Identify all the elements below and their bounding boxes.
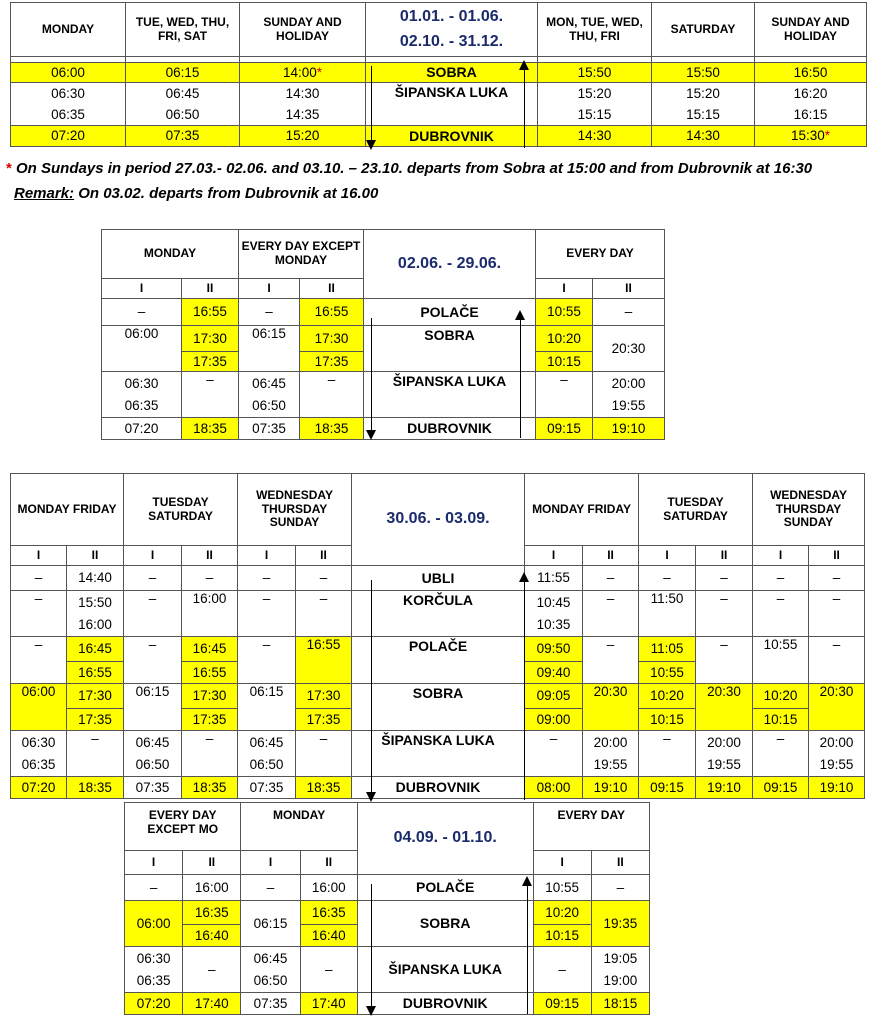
empty-cell: – [583, 637, 639, 684]
time-cell: 09:15 [753, 777, 809, 799]
time-cell: 17:35 [300, 352, 364, 372]
time-cell: 20:00 [583, 731, 639, 755]
departure-label: II [696, 546, 753, 566]
column-header: MONDAY [102, 230, 239, 279]
empty-cell: – [593, 299, 665, 326]
empty-cell: – [11, 566, 67, 591]
arrow-up-icon [524, 574, 525, 800]
time-cell: 16:00 [182, 591, 238, 637]
time-cell: 19:00 [591, 971, 649, 993]
table-row [11, 126, 867, 147]
time-cell: 16:45 [182, 637, 238, 662]
column-header: WEDNESDAY THURSDAY SUNDAY [753, 474, 865, 546]
time-cell: 09:00 [525, 709, 583, 731]
time-cell: 16:50 [755, 63, 867, 83]
time-cell: 18:15 [591, 993, 649, 1015]
time-cell: 06:30 [125, 947, 183, 971]
table-row [102, 372, 665, 396]
departure-label: I [525, 546, 583, 566]
time-cell: 11:55 [525, 566, 583, 591]
time-cell: 07:20 [11, 126, 126, 147]
time-cell: 08:00 [525, 777, 583, 799]
time-cell: 15:50 [67, 591, 124, 615]
time-cell: 11:05 [639, 637, 696, 662]
time-cell: 06:45 [124, 731, 182, 755]
time-cell: 10:55 [536, 299, 593, 326]
time-cell: 06:30 [102, 372, 182, 396]
time-cell: 10:20 [639, 684, 696, 709]
stop-name: DUBROVNIK [352, 777, 525, 799]
time-cell: 10:15 [639, 709, 696, 731]
time-cell: 16:00 [300, 875, 357, 901]
empty-cell: – [753, 591, 809, 637]
time-cell: 18:35 [182, 777, 238, 799]
arrow-up-icon [524, 62, 525, 148]
time-cell: 19:55 [583, 755, 639, 777]
time-cell: 06:00 [125, 901, 183, 947]
time-cell: 06:35 [102, 396, 182, 418]
stop-name: POLAČE [364, 299, 536, 326]
empty-cell: – [241, 875, 300, 901]
time-cell: 17:35 [182, 709, 238, 731]
time-cell: 10:55 [639, 662, 696, 684]
time-cell: 20:00 [696, 731, 753, 755]
stop-name: SOBRA [364, 326, 536, 372]
time-cell: 06:15 [126, 63, 240, 83]
column-header: EVERY DAY EXCEPT MO [125, 803, 241, 851]
time-cell: 06:50 [239, 396, 300, 418]
column-header: SUNDAY AND HOLIDAY [240, 3, 366, 57]
departure-label: II [182, 279, 239, 299]
time-cell: 06:15 [241, 901, 300, 947]
table-row [125, 993, 650, 1015]
empty-cell: – [696, 566, 753, 591]
time-cell: 18:35 [67, 777, 124, 799]
stop-name: SOBRA [352, 684, 525, 731]
timetable-september [124, 802, 650, 1015]
column-header: MON, TUE, WED, THU, FRI [538, 3, 652, 57]
time-cell: 17:35 [182, 352, 239, 372]
departure-label: I [753, 546, 809, 566]
column-header: WEDNESDAY THURSDAY SUNDAY [238, 474, 352, 546]
time-cell: 14:30 [652, 126, 755, 147]
time-cell: 19:10 [696, 777, 753, 799]
time-cell: 16:55 [182, 299, 239, 326]
time-cell: 06:50 [241, 971, 300, 993]
arrow-up-icon [520, 312, 521, 438]
time-cell: 10:20 [536, 326, 593, 352]
empty-cell: – [536, 372, 593, 418]
stop-name: ŠIPANSKA LUKA [366, 83, 538, 126]
stop-name: POLAČE [352, 637, 525, 684]
empty-cell: – [183, 947, 241, 993]
time-cell: 06:50 [238, 755, 296, 777]
empty-cell: – [124, 637, 182, 684]
time-cell: 17:30 [300, 326, 364, 352]
time-cell: 20:30 [809, 684, 865, 731]
time-cell: 06:50 [124, 755, 182, 777]
time-cell: 06:30 [11, 731, 67, 755]
time-cell: 11:50 [639, 591, 696, 637]
time-cell: 15:15 [652, 106, 755, 126]
time-cell: 17:30 [296, 684, 352, 709]
empty-cell: – [11, 637, 67, 684]
empty-cell: – [296, 731, 352, 777]
time-cell: 09:15 [536, 418, 593, 440]
arrow-down-icon [371, 884, 372, 1014]
stop-name: SOBRA [357, 901, 533, 947]
empty-cell: – [583, 591, 639, 637]
time-cell: 18:35 [182, 418, 239, 440]
time-cell: 06:45 [239, 372, 300, 396]
time-cell: 14:40 [67, 566, 124, 591]
table-row [11, 637, 865, 662]
time-cell: 06:45 [238, 731, 296, 755]
time-cell: 19:55 [809, 755, 865, 777]
column-header: MONDAY [11, 3, 126, 57]
stop-name: DUBROVNIK [357, 993, 533, 1015]
column-header: TUE, WED, THU, FRI, SAT [126, 3, 240, 57]
time-cell: 16:45 [67, 637, 124, 662]
time-cell: 14:00* [240, 63, 366, 83]
time-cell: 16:55 [300, 299, 364, 326]
time-cell: 07:35 [239, 418, 300, 440]
arrow-down-icon [371, 66, 372, 148]
departure-label: II [583, 546, 639, 566]
empty-cell: – [300, 947, 357, 993]
empty-cell: – [182, 566, 238, 591]
time-cell: 10:55 [533, 875, 591, 901]
time-cell: 20:30 [593, 326, 665, 372]
time-cell: 06:15 [238, 684, 296, 731]
time-cell: 19:35 [591, 901, 649, 947]
departure-label: II [591, 851, 649, 875]
time-cell: 10:45 [525, 591, 583, 615]
departure-label: I [241, 851, 300, 875]
empty-cell: – [696, 637, 753, 684]
time-cell: 17:40 [300, 993, 357, 1015]
table-row [102, 326, 665, 352]
time-cell: 15:50 [652, 63, 755, 83]
arrow-down-icon [371, 318, 372, 438]
empty-cell: – [753, 566, 809, 591]
departure-label: I [11, 546, 67, 566]
time-cell: 16:35 [183, 901, 241, 925]
time-cell: 06:00 [102, 326, 182, 372]
empty-cell: – [591, 875, 649, 901]
time-cell: 15:20 [240, 126, 366, 147]
table-row [125, 875, 650, 901]
time-cell: 07:35 [126, 126, 240, 147]
time-cell: 06:00 [11, 684, 67, 731]
stop-name: KORČULA [352, 591, 525, 637]
time-cell: 06:50 [126, 106, 240, 126]
time-cell: 15:30* [755, 126, 867, 147]
departure-label: I [102, 279, 182, 299]
stop-name: SOBRA [366, 63, 538, 83]
departure-label: I [533, 851, 591, 875]
arrow-up-icon [527, 878, 528, 1014]
stop-name: DUBROVNIK [364, 418, 536, 440]
time-cell: 16:40 [183, 925, 241, 947]
time-cell: 10:20 [753, 684, 809, 709]
departure-label: II [809, 546, 865, 566]
time-cell: 20:30 [583, 684, 639, 731]
period-label: 02.06. - 29.06. [364, 230, 536, 299]
time-cell: 06:35 [11, 106, 126, 126]
time-cell: 09:40 [525, 662, 583, 684]
empty-cell: – [102, 299, 182, 326]
time-cell: 16:00 [67, 615, 124, 637]
time-cell: 15:20 [652, 83, 755, 106]
time-cell: 06:15 [124, 684, 182, 731]
time-cell: 14:30 [240, 83, 366, 106]
column-header: EVERY DAY [533, 803, 649, 851]
empty-cell: – [125, 875, 183, 901]
time-cell: 10:55 [753, 637, 809, 684]
column-header: TUESDAY SATURDAY [639, 474, 753, 546]
time-cell: 18:35 [300, 418, 364, 440]
stop-name: DUBROVNIK [366, 126, 538, 147]
time-cell: 09:15 [639, 777, 696, 799]
time-cell: 15:50 [538, 63, 652, 83]
departure-label: II [593, 279, 665, 299]
stop-name: ŠIPANSKA LUKA [364, 372, 536, 418]
time-cell: 16:00 [183, 875, 241, 901]
time-cell: 19:10 [809, 777, 865, 799]
time-cell: 17:30 [182, 684, 238, 709]
table-row [11, 731, 865, 755]
table-row [125, 901, 650, 925]
time-cell: 07:20 [11, 777, 67, 799]
period-label: 30.06. - 03.09. [352, 474, 525, 566]
arrow-down-icon [371, 580, 372, 800]
time-cell: 19:10 [593, 418, 665, 440]
empty-cell: – [809, 566, 865, 591]
timetable-winter [10, 2, 867, 147]
time-cell: 07:20 [125, 993, 183, 1015]
time-cell: 16:55 [296, 637, 352, 684]
time-cell: 17:35 [67, 709, 124, 731]
column-header: MONDAY FRIDAY [525, 474, 639, 546]
empty-cell: – [11, 591, 67, 637]
empty-cell: – [124, 566, 182, 591]
time-cell: 16:35 [300, 901, 357, 925]
time-cell: 16:40 [300, 925, 357, 947]
departure-label: I [125, 851, 183, 875]
time-cell: 06:45 [126, 83, 240, 106]
empty-cell: – [239, 299, 300, 326]
time-cell: 07:20 [102, 418, 182, 440]
time-cell: 10:35 [525, 615, 583, 637]
period-label: 04.09. - 01.10. [357, 803, 533, 875]
time-cell: 14:35 [240, 106, 366, 126]
table-row [11, 591, 865, 615]
column-header: MONDAY [241, 803, 357, 851]
departure-label: II [296, 546, 352, 566]
empty-cell: – [238, 637, 296, 684]
time-cell: 07:35 [124, 777, 182, 799]
table-row [11, 777, 865, 799]
column-header: TUESDAY SATURDAY [124, 474, 238, 546]
stop-name: ŠIPANSKA LUKA [352, 731, 525, 777]
table-row [11, 684, 865, 709]
column-header: MONDAY FRIDAY [11, 474, 124, 546]
empty-cell: – [639, 731, 696, 777]
time-cell: 07:35 [238, 777, 296, 799]
time-cell: 06:15 [239, 326, 300, 372]
time-cell: 16:55 [182, 662, 238, 684]
time-cell: 07:35 [241, 993, 300, 1015]
time-cell: 15:15 [538, 106, 652, 126]
asterisk-mark: * [824, 128, 831, 144]
time-cell: 18:35 [296, 777, 352, 799]
departure-label: II [300, 851, 357, 875]
empty-cell: – [238, 591, 296, 637]
sunday-footnote: * On Sundays in period 27.03.- 02.06. and 03.10. – 23.10. departs from Sobra at 15:00 and from Dubrovnik at 16:30 [6, 160, 813, 177]
time-cell: 17:40 [183, 993, 241, 1015]
departure-label: I [639, 546, 696, 566]
time-cell: 19:55 [696, 755, 753, 777]
time-cell: 19:05 [591, 947, 649, 971]
column-header: EVERY DAY [536, 230, 665, 279]
departure-label: II [300, 279, 364, 299]
time-cell: 06:45 [241, 947, 300, 971]
table-row [11, 83, 867, 106]
table-row [125, 947, 650, 971]
empty-cell: – [583, 566, 639, 591]
departure-label: I [124, 546, 182, 566]
empty-cell: – [238, 566, 296, 591]
time-cell: 10:15 [536, 352, 593, 372]
timetable-june [101, 229, 665, 440]
table-row [102, 299, 665, 326]
empty-cell: – [296, 591, 352, 637]
empty-cell: – [639, 566, 696, 591]
time-cell: 19:10 [583, 777, 639, 799]
empty-cell: – [753, 731, 809, 777]
column-header: EVERY DAY EXCEPT MONDAY [239, 230, 364, 279]
stop-name: UBLI [352, 566, 525, 591]
asterisk-mark: * [316, 64, 323, 80]
departure-label: I [239, 279, 300, 299]
time-cell: 16:20 [755, 83, 867, 106]
stop-name: ŠIPANSKA LUKA [357, 947, 533, 993]
time-cell: 16:55 [67, 662, 124, 684]
empty-cell: – [809, 637, 865, 684]
empty-cell: – [296, 566, 352, 591]
empty-cell: – [124, 591, 182, 637]
time-cell: 16:15 [755, 106, 867, 126]
departure-label: I [238, 546, 296, 566]
empty-cell: – [525, 731, 583, 777]
time-cell: 10:15 [533, 925, 591, 947]
empty-cell: – [533, 947, 591, 993]
empty-cell: – [809, 591, 865, 637]
table-row [11, 63, 867, 83]
timetable-summer [10, 473, 865, 799]
time-cell: 20:30 [696, 684, 753, 731]
time-cell: 17:35 [296, 709, 352, 731]
table-row [102, 418, 665, 440]
time-cell: 06:30 [11, 83, 126, 106]
remark-note: Remark: On 03.02. departs from Dubrovnik at 16.00 [14, 185, 379, 202]
stop-name: POLAČE [357, 875, 533, 901]
column-header: SATURDAY [652, 3, 755, 57]
time-cell: 17:30 [67, 684, 124, 709]
time-cell: 09:15 [533, 993, 591, 1015]
table-row [11, 566, 865, 591]
empty-cell: – [696, 591, 753, 637]
empty-cell: – [300, 372, 364, 418]
time-cell: 17:30 [182, 326, 239, 352]
time-cell: 06:00 [11, 63, 126, 83]
departure-label: II [183, 851, 241, 875]
empty-cell: – [182, 372, 239, 418]
departure-label: II [182, 546, 238, 566]
time-cell: 20:00 [593, 372, 665, 396]
time-cell: 06:35 [125, 971, 183, 993]
time-cell: 09:05 [525, 684, 583, 709]
time-cell: 19:55 [593, 396, 665, 418]
time-cell: 09:50 [525, 637, 583, 662]
column-header: SUNDAY AND HOLIDAY [755, 3, 867, 57]
time-cell: 10:20 [533, 901, 591, 925]
period-label: 01.01. - 01.06. 02.10. - 31.12. [366, 3, 538, 57]
time-cell: 06:35 [11, 755, 67, 777]
time-cell: 20:00 [809, 731, 865, 755]
empty-cell: – [182, 731, 238, 777]
empty-cell: – [67, 731, 124, 777]
departure-label: I [536, 279, 593, 299]
time-cell: 14:30 [538, 126, 652, 147]
time-cell: 15:20 [538, 83, 652, 106]
time-cell: 10:15 [753, 709, 809, 731]
departure-label: II [67, 546, 124, 566]
